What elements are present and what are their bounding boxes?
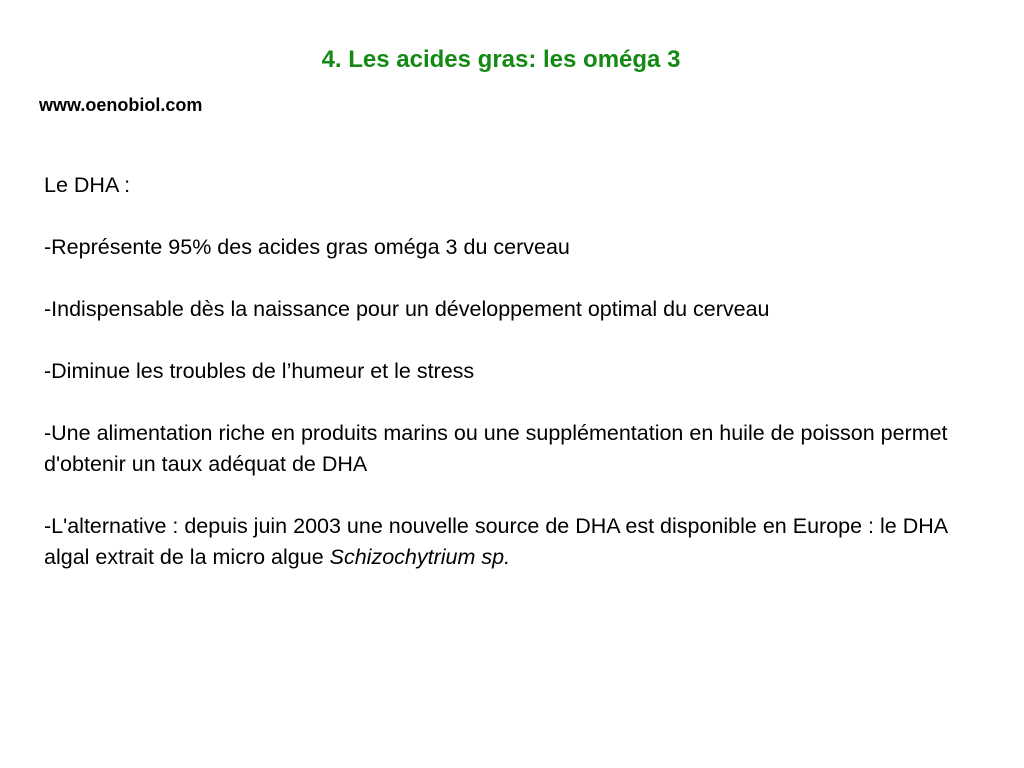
bullet-item: -Une alimentation riche en produits marins ou une supplémentation en huile de poisson permet d'obtenir un taux adéquat de DHA	[44, 421, 948, 476]
slide-body	[44, 170, 974, 573]
website-url: www.oenobiol.com	[39, 95, 203, 115]
bullet-item: -Représente 95% des acides gras oméga 3 du cerveau	[44, 235, 570, 259]
slide-title: 4. Les acides gras: les oméga 3	[321, 46, 681, 73]
intro-text: Le DHA :	[44, 173, 131, 197]
alternative-text: -L'alternative : depuis juin 2003 une nouvelle source de DHA est disponible en Europe : le DHA algal extrait de la micro algue	[44, 514, 947, 569]
bullet-item: -Indispensable dès la naissance pour un développement optimal du cerveau	[44, 297, 770, 321]
species-name: Schizochytrium sp.	[329, 545, 511, 569]
alternative-paragraph	[44, 511, 974, 573]
bullet-item: -Diminue les troubles de l’humeur et le stress	[44, 359, 475, 383]
